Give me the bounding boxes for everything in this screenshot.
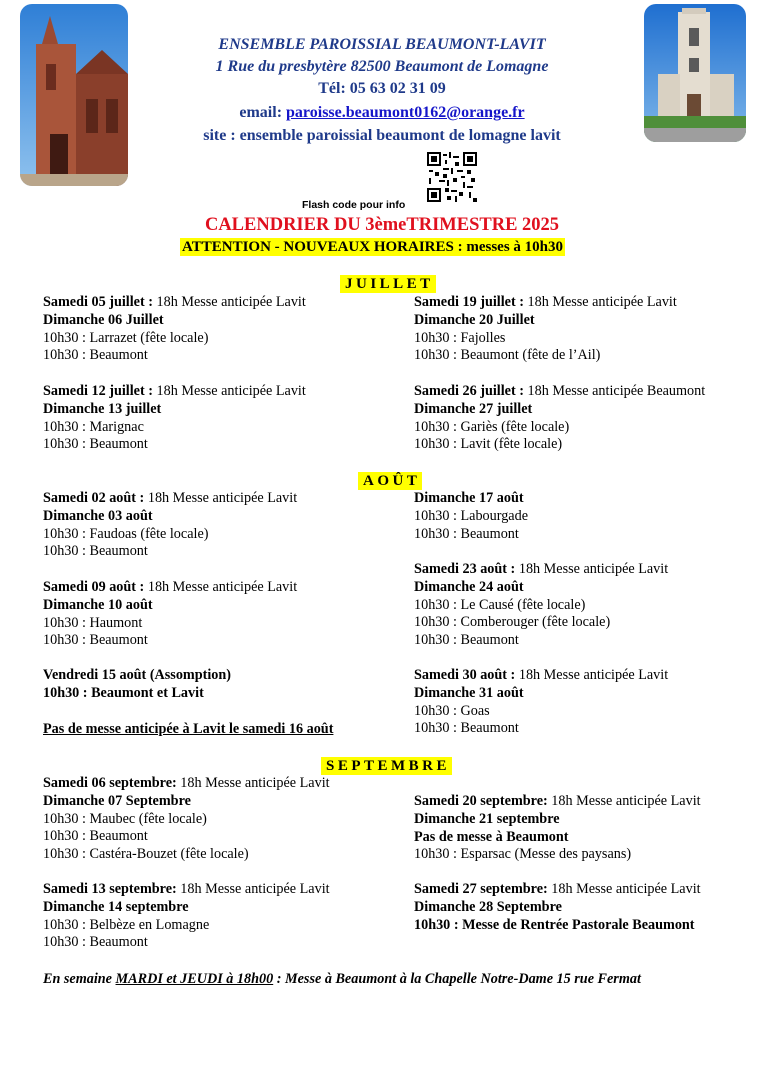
august-entry-4: Samedi 23 août : 18h Messe anticipée Lavit Dimanche 24 août 10h30 : Le Causé (fête locale) 10h30 : Comberouger (fête locale) 10h30 : Beaumont bbox=[414, 561, 669, 649]
email-link[interactable]: paroisse.beaumont0162@orange.fr bbox=[286, 104, 525, 121]
schedule-notice: ATTENTION - NOUVEAUX HORAIRES : messes à 10h30 bbox=[182, 239, 563, 255]
september-entry-1: Samedi 06 septembre: 18h Messe anticipée Lavit Dimanche 07 Septembre 10h30 : Maubec (fête locale) 10h30 : Beaumont 10h30 : Castéra-Bouzet (fête locale) bbox=[43, 775, 330, 863]
july-entry-2: Samedi 12 juillet : 18h Messe anticipée Lavit Dimanche 13 juillet 10h30 : Marignac 10h30 : Beaumont bbox=[43, 383, 306, 453]
september-entry-3: Samedi 20 septembre: 18h Messe anticipée Lavit Dimanche 21 septembre Pas de messe à Beaumont 10h30 : Esparsac (Messe des paysans) bbox=[414, 793, 701, 863]
september-entry-4: Samedi 27 septembre: 18h Messe anticipée Lavit Dimanche 28 Septembre 10h30 : Messe de Rentrée Pastorale Beaumont bbox=[414, 881, 701, 933]
calendar-title: CALENDRIER DU 3èmeTRIMESTRE 2025 bbox=[204, 215, 560, 235]
july-entry-4: Samedi 26 juillet : 18h Messe anticipée Beaumont Dimanche 27 juillet 10h30 : Gariès (fête locale) 10h30 : Lavit (fête locale) bbox=[414, 383, 706, 453]
september-entry-2: Samedi 13 septembre: 18h Messe anticipée Lavit Dimanche 14 septembre 10h30 : Belbèze en Lomagne 10h30 : Beaumont bbox=[43, 881, 330, 951]
august-assumption: Vendredi 15 août (Assomption) 10h30 : Beaumont et Lavit bbox=[43, 667, 232, 701]
parish-name: ENSEMBLE PAROISSIAL BEAUMONT-LAVIT bbox=[218, 36, 546, 53]
august-note: Pas de messe anticipée à Lavit le samedi 16 août bbox=[43, 721, 334, 737]
august-entry-3: Dimanche 17 août 10h30 : Labourgade 10h30 : Beaumont bbox=[414, 490, 528, 542]
email-label: email: bbox=[239, 104, 283, 121]
month-august: AOÛT bbox=[358, 472, 422, 490]
july-entry-3: Samedi 19 juillet : 18h Messe anticipée Lavit Dimanche 20 Juillet 10h30 : Fajolles 10h30 : Beaumont (fête de l’Ail) bbox=[414, 294, 677, 364]
august-entry-5: Samedi 30 août : 18h Messe anticipée Lavit Dimanche 31 août 10h30 : Goas 10h30 : Beaumont bbox=[414, 667, 669, 737]
qr-code-icon bbox=[427, 152, 477, 202]
qr-caption: Flash code pour info bbox=[302, 199, 406, 211]
month-september: SEPTEMBRE bbox=[321, 757, 452, 775]
august-entry-2: Samedi 09 août : 18h Messe anticipée Lavit Dimanche 10 août 10h30 : Haumont 10h30 : Beaumont bbox=[43, 579, 298, 649]
parish-address: 1 Rue du presbytère 82500 Beaumont de Lomagne bbox=[215, 58, 549, 75]
parish-site: site : ensemble paroissial beaumont de lomagne lavit bbox=[203, 127, 561, 144]
august-entry-1: Samedi 02 août : 18h Messe anticipée Lavit Dimanche 03 août 10h30 : Faudoas (fête locale) 10h30 : Beaumont bbox=[43, 490, 298, 560]
july-entry-1: Samedi 05 juillet : 18h Messe anticipée Lavit Dimanche 06 Juillet 10h30 : Larrazet (fête locale) 10h30 : Beaumont bbox=[43, 294, 306, 364]
parish-email-row bbox=[0, 104, 764, 122]
weekday-mass-note: En semaine MARDI et JEUDI à 18h00 : Messe à Beaumont à la Chapelle Notre-Dame 15 rue Fermat bbox=[43, 971, 641, 987]
parish-phone: Tél: 05 63 02 31 09 bbox=[318, 80, 446, 97]
month-july: JUILLET bbox=[340, 275, 436, 293]
